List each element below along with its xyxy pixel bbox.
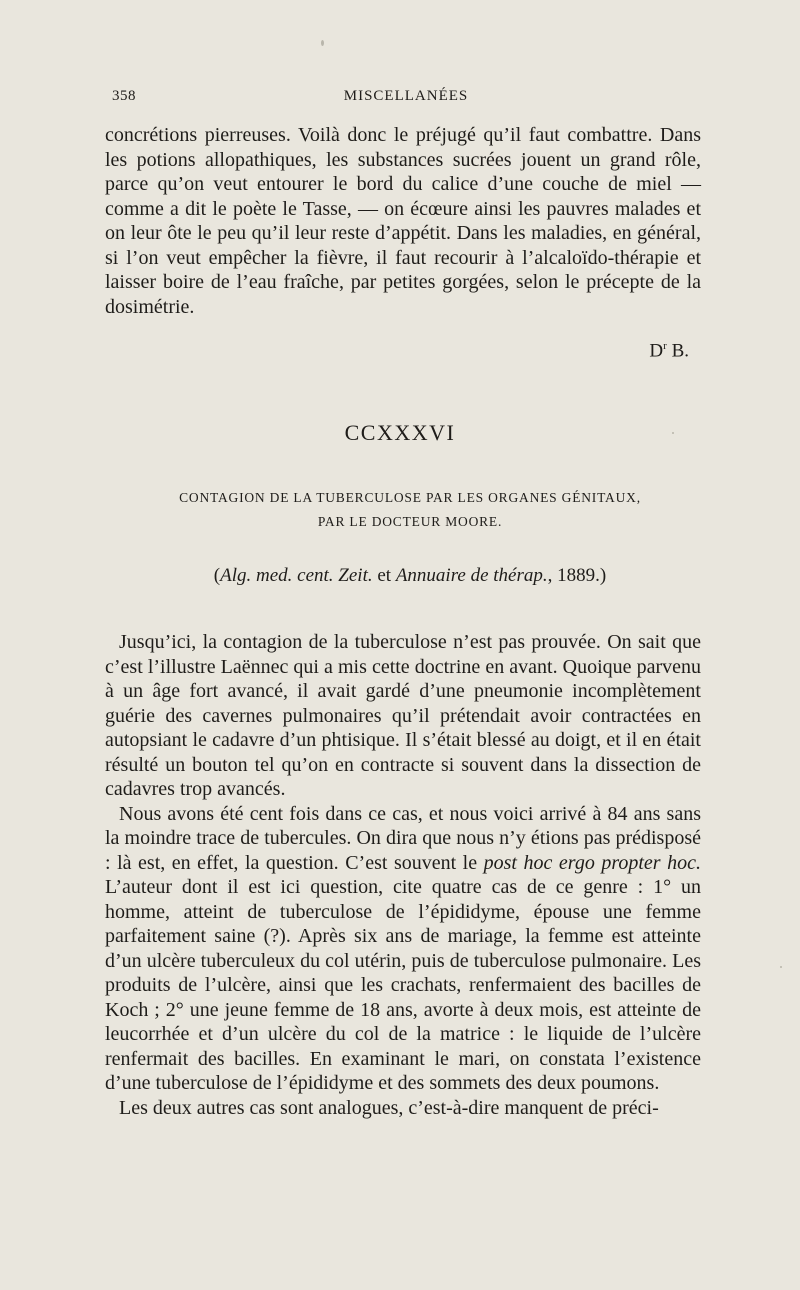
page-header xyxy=(112,88,700,112)
reference-source-1: Alg. med. cent. Zeit. xyxy=(220,565,373,586)
signature-superscript: r xyxy=(663,340,667,352)
section-title-line-2: PAR LE DOCTEUR MOORE. xyxy=(317,514,503,529)
reference-and: et xyxy=(372,565,396,586)
closing-paragraph-block xyxy=(105,123,701,319)
running-title: MISCELLANÉES xyxy=(343,88,469,104)
body-paragraph-2-latin-phrase: post hoc ergo propter hoc. xyxy=(483,851,701,874)
reference-open: ( xyxy=(213,565,221,586)
body-paragraph-3: Les deux autres cas sont analogues, c’est-à-dire manquent de préci- xyxy=(119,1096,659,1119)
section-title xyxy=(130,486,690,534)
body-paragraph-2-text-b: L’auteur dont il est ici question, cite quatre cas de ce genre : 1° un homme, atteint de tuberculose de l’épididyme, épouse une femme parfaitement saine (?). Après six ans de mariage, la femme est atteinte d’un ulcère tuberculeux du col utérin, puis de tuberculose pulmonaire. Les produits de l’ulcère, ainsi que les crachats, renfermaient des bacilles de Koch ; 2° une jeune femme de 18 ans, avorte à deux mois, est atteinte de leucorrhée et d’un ulcère du col de la matrice : le liquide de l’ulcère renfermait des bacilles. En examinant le mari, on constata l’existence d’une tuberculose de l’épididyme et des sommets des deux poumons. xyxy=(105,876,701,1094)
page-number: 358 xyxy=(112,88,136,104)
paper-speck xyxy=(321,40,324,46)
body-paragraph-2-text-a: Nous avons été cent fois dans ce cas, et nous voici arrivé à 84 ans sans la moindre trace de tubercules. On dira que nous n’y étions pas prédisposé : là est, en effet, la question. C’est souvent le xyxy=(105,802,701,874)
signature-prefix: D xyxy=(649,340,664,362)
article-body xyxy=(105,630,701,1120)
reference-source-2: Annuaire de thérap. xyxy=(395,565,548,586)
closing-paragraph: concrétions pierreuses. Voilà donc le préjugé qu’il faut combattre. Dans les potions allopathiques, les substances sucrées jouent un grand rôle, parce qu’on veut entourer le bord du calice d’une couche de miel — comme a dit le poète le Tasse, — on écœure ainsi les pauvres malades et on leur ôte le peu qu’il leur reste d’appétit. Dans les maladies, en général, si l’on veut empêcher la fièvre, il faut recourir à l’alcaloïdo-thérapie et laisser boire de l’eau fraîche, par petites gorgées, selon le précepte de la dosimétrie. xyxy=(105,124,701,318)
section-title-line-1: CONTAGION DE LA TUBERCULOSE PAR LES ORGANES GÉNITAUX, xyxy=(179,490,641,505)
signature-name: B. xyxy=(666,340,689,362)
reference-year: , 1889.) xyxy=(547,565,607,586)
section-numeral: CCXXXVI xyxy=(344,420,456,445)
paper-speck xyxy=(780,966,782,968)
author-signature xyxy=(105,340,689,362)
source-reference xyxy=(130,565,690,587)
body-paragraph-2 xyxy=(105,802,701,1096)
body-paragraph-1: Jusqu’ici, la contagion de la tuberculose n’est pas prouvée. On sait que c’est l’illustre Laënnec qui a mis cette doctrine en avant. Quoique parvenu à un âge fort avancé, il avait gardé d’une pneumonie incomplètement guérie des cavernes pulmonaires qu’il prétendait avoir contractées en autopsiant le cadavre d’un phtisique. Il s’était blessé au doigt, et il en était résulté un bouton tel qu’on en contracte si souvent dans la dissection de cadavres trop avancés. xyxy=(105,631,701,800)
paper-speck xyxy=(672,432,674,434)
